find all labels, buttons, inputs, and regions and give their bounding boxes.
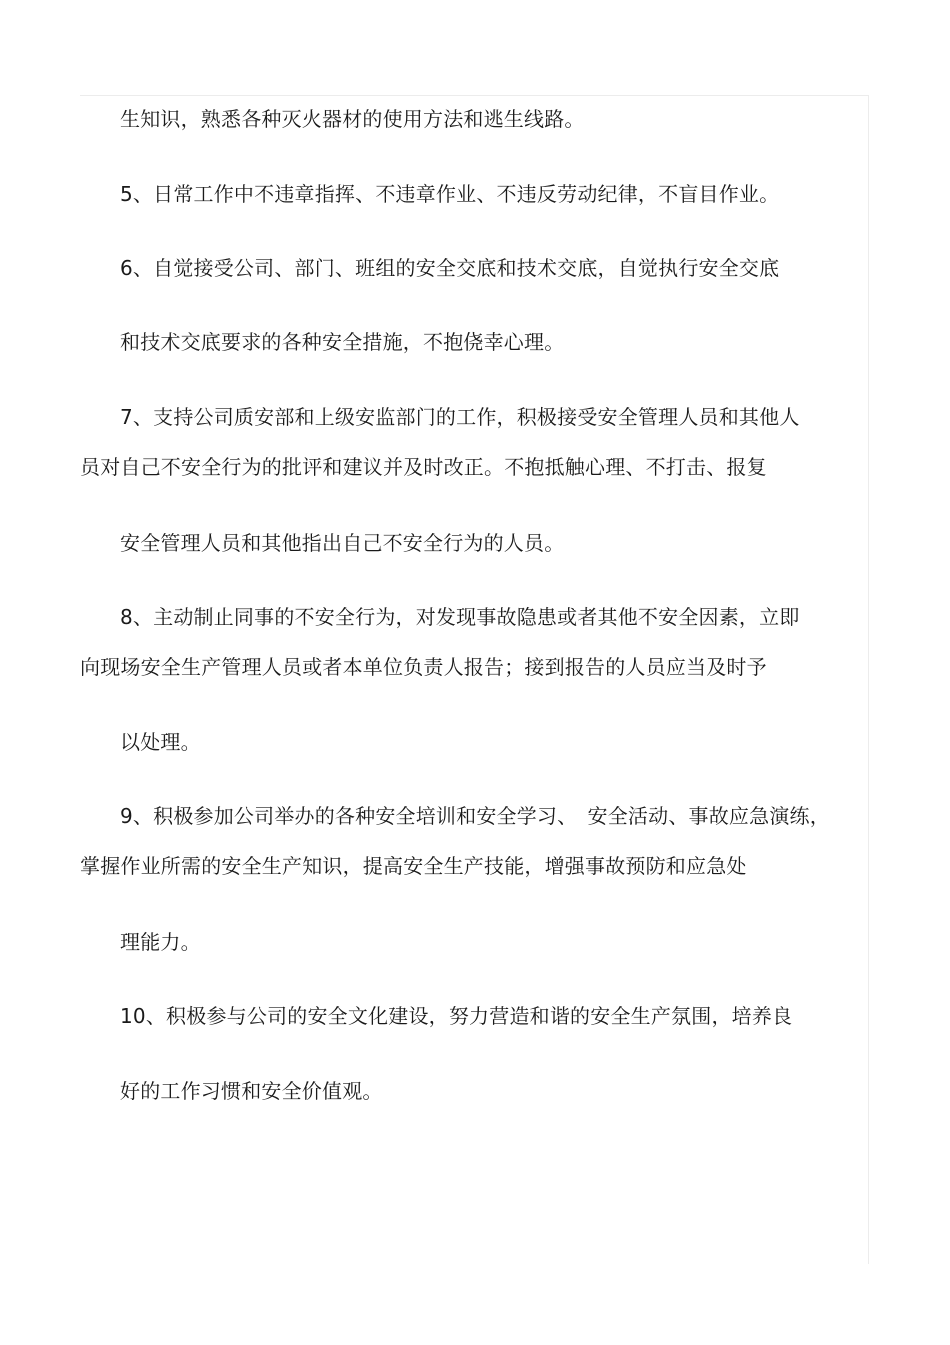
- text-line: 向现场安全生产管理人员或者本单位负责人报告；接到报告的人员应当及时予: [80, 655, 767, 679]
- text-line: 员对自己不安全行为的批评和建议并及时改正。不抱抵触心理、不打击、报复: [80, 455, 767, 479]
- text-line: 掌握作业所需的安全生产知识，提高安全生产技能，增强事故预防和应急处: [80, 854, 747, 878]
- text-line: 理能力。: [120, 930, 201, 954]
- text-line: 生知识，熟悉各种灭火器材的使用方法和逃生线路。: [120, 107, 585, 131]
- text-line: 安全管理人员和其他指出自己不安全行为的人员。: [120, 531, 565, 555]
- text-line: 10、积极参与公司的安全文化建设，努力营造和谐的安全生产氛围，培养良: [120, 1004, 793, 1028]
- text-line: 9、积极参加公司举办的各种安全培训和安全学习、 安全活动、事故应急演练，: [120, 804, 830, 828]
- text-line: 8、主动制止同事的不安全行为，对发现事故隐患或者其他不安全因素，立即: [120, 605, 800, 629]
- text-line: 和技术交底要求的各种安全措施，不抱侥幸心理。: [120, 330, 565, 354]
- text-line: 6、自觉接受公司、部门、班组的安全交底和技术交底，自觉执行安全交底: [120, 256, 780, 280]
- text-line: 以处理。: [120, 730, 201, 754]
- text-line: 5、日常工作中不违章指挥、不违章作业、不违反劳动纪律，不盲目作业。: [120, 182, 780, 206]
- text-line: 7、支持公司质安部和上级安监部门的工作，积极接受安全管理人员和其他人: [120, 405, 800, 429]
- text-line: 好的工作习惯和安全价值观。: [120, 1079, 383, 1103]
